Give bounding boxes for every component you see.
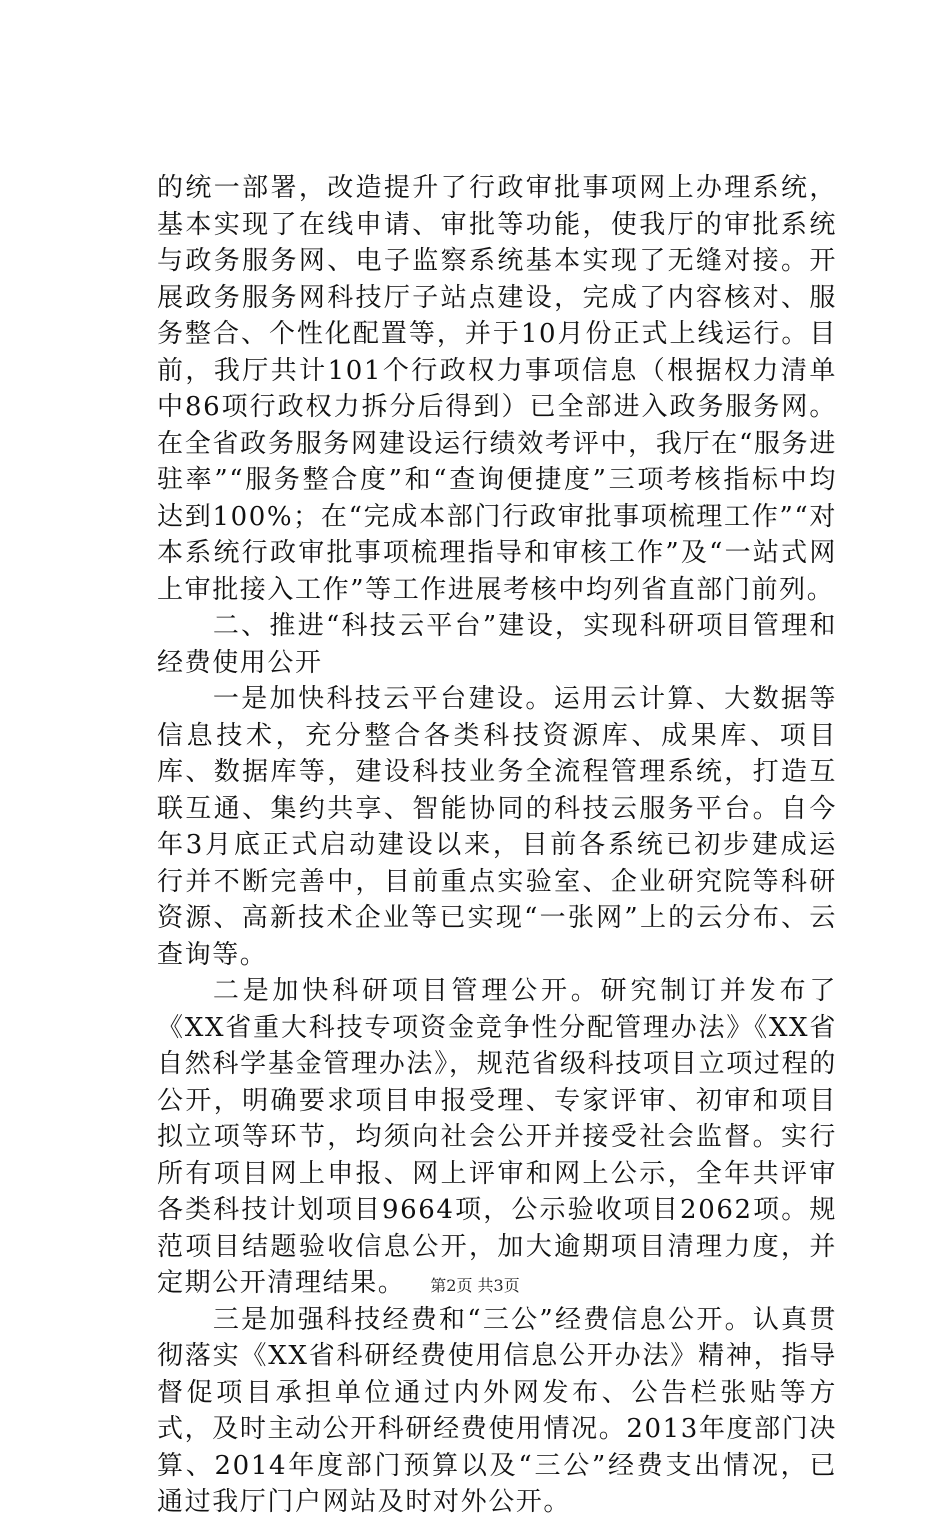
paragraph-continued: 的统一部署，改造提升了行政审批事项网上办理系统，基本实现了在线申请、审批等功能，使我厅的审批系统与政务服务网、电子监察系统基本实现了无缝对接。开展政务服务网科技厅子站点建设，完成了内容核对、服务整合、个性化配置等，并于10月份正式上线运行。目前，我厅共计101个行政权力事项信息（根据权力清单中86项行政权力拆分后得到）已全部进入政务服务网。在全省政务服务网建设运行绩效考评中，我厅在“服务进驻率”“服务整合度”和“查询便捷度”三项考核指标中均达到100%；在“完成本部门行政审批事项梳理工作”“对本系统行政审批事项梳理指导和审核工作”及“一站式网上审批接入工作”等工作进展考核中均列省直部门前列。: [157, 173, 837, 605]
page-number-footer: 第2页 共3页: [430, 1276, 520, 1295]
section-heading: 二、推进“科技云平台”建设，实现科研项目管理和经费使用公开: [157, 611, 837, 678]
paragraph-project-management: 二是加快科研项目管理公开。研究制订并发布了《XX省重大科技专项资金竞争性分配管理办法》《XX省自然科学基金管理办法》，规范省级科技项目立项过程的公开，明确要求项目申报受理、专家评审、初审和项目拟立项等环节，均须向社会公开并接受社会监督。实行所有项目网上申报、网上评审和网上公示，全年共评审各类科技计划项目9664项，公示验收项目2062项。规范项目结题验收信息公开，加大逾期项目清理力度，并定期公开清理结果。: [157, 976, 837, 1298]
document-body: [157, 170, 837, 1521]
paragraph-funding-disclosure: 三是加强科技经费和“三公”经费信息公开。认真贯彻落实《XX省科研经费使用信息公开办法》精神，指导督促项目承担单位通过内外网发布、公告栏张贴等方式，及时主动公开科研经费使用情况。2013年度部门决算、2014年度部门预算以及“三公”经费支出情况，已通过我厅门户网站及时对外公开。: [157, 1304, 837, 1517]
paragraph-cloud-platform: 一是加快科技云平台建设。运用云计算、大数据等信息技术，充分整合各类科技资源库、成果库、项目库、数据库等，建设科技业务全流程管理系统，打造互联互通、集约共享、智能协同的科技云服务平台。自今年3月底正式启动建设以来，目前各系统已初步建成运行并不断完善中，目前重点实验室、企业研究院等科研资源、高新技术企业等已实现“一张网”上的云分布、云查询等。: [157, 684, 837, 970]
